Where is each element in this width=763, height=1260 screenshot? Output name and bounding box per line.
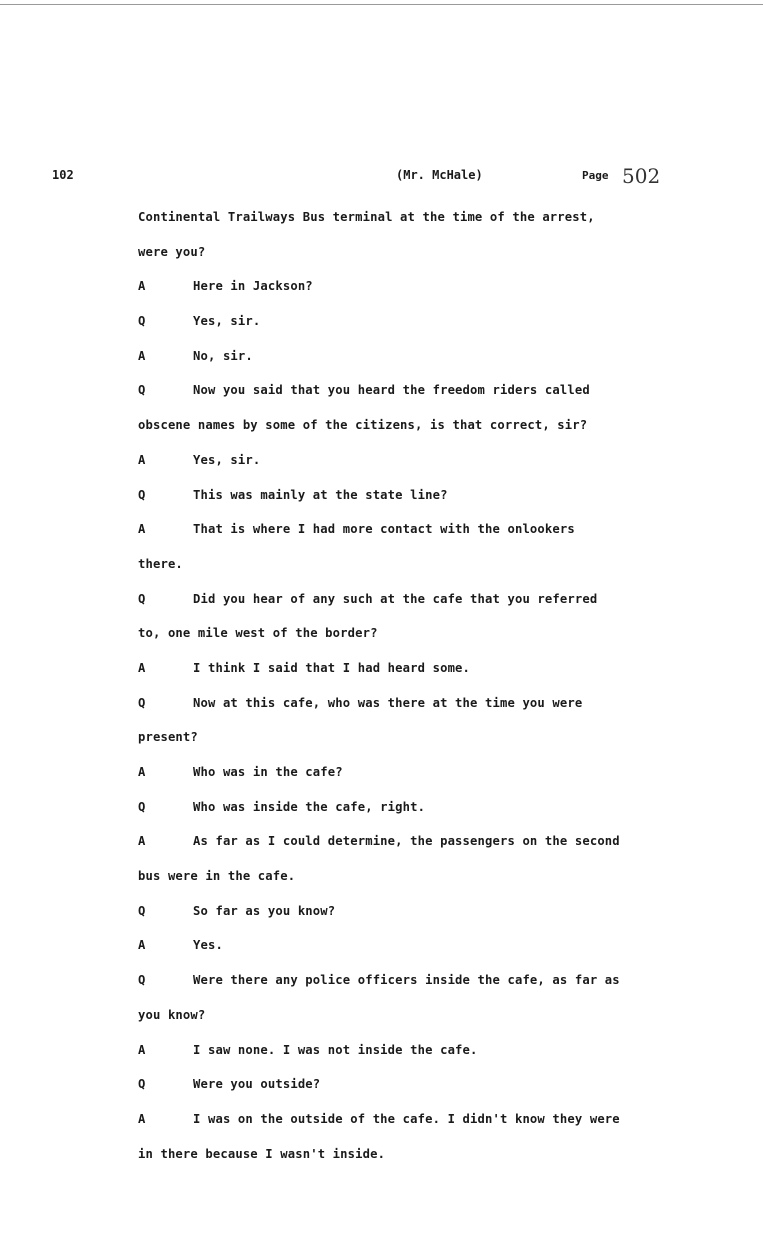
- transcript-line: [138, 720, 738, 755]
- line-text: Did you hear of any such at the cafe that you referred: [193, 591, 598, 606]
- transcript-line: [138, 339, 738, 374]
- speaker-marker: A: [138, 348, 146, 363]
- transcript-line-number: 102: [52, 168, 74, 182]
- top-edge-rule: [0, 4, 763, 5]
- transcript-line: [138, 894, 738, 929]
- line-text: you know?: [138, 1007, 206, 1022]
- transcript-line: [138, 928, 738, 963]
- transcript-line: [138, 790, 738, 825]
- speaker-marker: A: [138, 452, 146, 467]
- transcript-line: [138, 269, 738, 304]
- line-text: I saw none. I was not inside the cafe.: [193, 1042, 478, 1057]
- speaker-header: (Mr. McHale): [396, 168, 483, 182]
- transcript-line: [138, 755, 738, 790]
- line-text: Were there any police officers inside the cafe, as far as: [193, 973, 620, 988]
- speaker-marker: A: [138, 1042, 146, 1057]
- transcript-line: [138, 963, 738, 998]
- transcript-line: [138, 304, 738, 339]
- speaker-marker: Q: [138, 799, 146, 814]
- transcript-line: [138, 998, 738, 1033]
- line-text: to, one mile west of the border?: [138, 626, 378, 641]
- transcript-body: [138, 200, 738, 1171]
- transcript-line: [138, 235, 738, 270]
- transcript-line: [138, 686, 738, 721]
- line-text: obscene names by some of the citizens, is that correct, sir?: [138, 418, 588, 433]
- line-text: Were you outside?: [193, 1077, 321, 1092]
- line-text: Yes, sir.: [193, 314, 261, 329]
- transcript-line: [138, 478, 738, 513]
- speaker-marker: A: [138, 522, 146, 537]
- line-text: No, sir.: [193, 348, 253, 363]
- line-text: As far as I could determine, the passengers on the second: [193, 834, 620, 849]
- line-text: This was mainly at the state line?: [193, 487, 448, 502]
- line-text: That is where I had more contact with the onlookers: [193, 522, 575, 537]
- transcript-line: [138, 859, 738, 894]
- transcript-line: [138, 1033, 738, 1068]
- speaker-marker: Q: [138, 1077, 146, 1092]
- transcript-line: [138, 616, 738, 651]
- transcript-line: [138, 373, 738, 408]
- line-text: I was on the outside of the cafe. I didn't know they were: [193, 1111, 620, 1126]
- speaker-marker: A: [138, 1111, 146, 1126]
- line-text: Continental Trailways Bus terminal at the time of the arrest,: [138, 210, 595, 224]
- line-text: Yes.: [193, 938, 223, 953]
- transcript-line: [138, 1102, 738, 1137]
- speaker-marker: Q: [138, 314, 146, 329]
- transcript-line: [138, 512, 738, 547]
- transcript-line: [138, 582, 738, 617]
- transcript-line: [138, 200, 738, 235]
- transcript-line: [138, 824, 738, 859]
- transcript-line: [138, 1067, 738, 1102]
- speaker-marker: Q: [138, 973, 146, 988]
- transcript-line: [138, 547, 738, 582]
- speaker-marker: Q: [138, 383, 146, 398]
- line-text: there.: [138, 556, 183, 571]
- line-text: Now at this cafe, who was there at the time you were: [193, 695, 583, 710]
- transcript-line: [138, 443, 738, 478]
- speaker-marker: Q: [138, 903, 146, 918]
- line-text: Yes, sir.: [193, 452, 261, 467]
- line-text: present?: [138, 730, 198, 745]
- line-text: in there because I wasn't inside.: [138, 1146, 386, 1161]
- line-text: bus were in the cafe.: [138, 869, 296, 884]
- transcript-line: [138, 651, 738, 686]
- speaker-marker: A: [138, 660, 146, 675]
- line-text: Who was inside the cafe, right.: [193, 799, 426, 814]
- speaker-marker: A: [138, 834, 146, 849]
- line-text: were you?: [138, 244, 206, 259]
- speaker-marker: Q: [138, 487, 146, 502]
- speaker-marker: Q: [138, 695, 146, 710]
- speaker-marker: A: [138, 279, 146, 294]
- transcript-line: [138, 1137, 738, 1172]
- speaker-marker: Q: [138, 591, 146, 606]
- speaker-marker: A: [138, 938, 146, 953]
- page-label: Page: [582, 169, 609, 182]
- line-text: Who was in the cafe?: [193, 765, 343, 779]
- speaker-marker: A: [138, 765, 146, 779]
- line-text: I think I said that I had heard some.: [193, 660, 471, 675]
- line-text: So far as you know?: [193, 903, 336, 918]
- line-text: Now you said that you heard the freedom riders called: [193, 383, 590, 398]
- line-text: Here in Jackson?: [193, 279, 313, 294]
- transcript-line: [138, 408, 738, 443]
- page-number: 502: [622, 164, 661, 188]
